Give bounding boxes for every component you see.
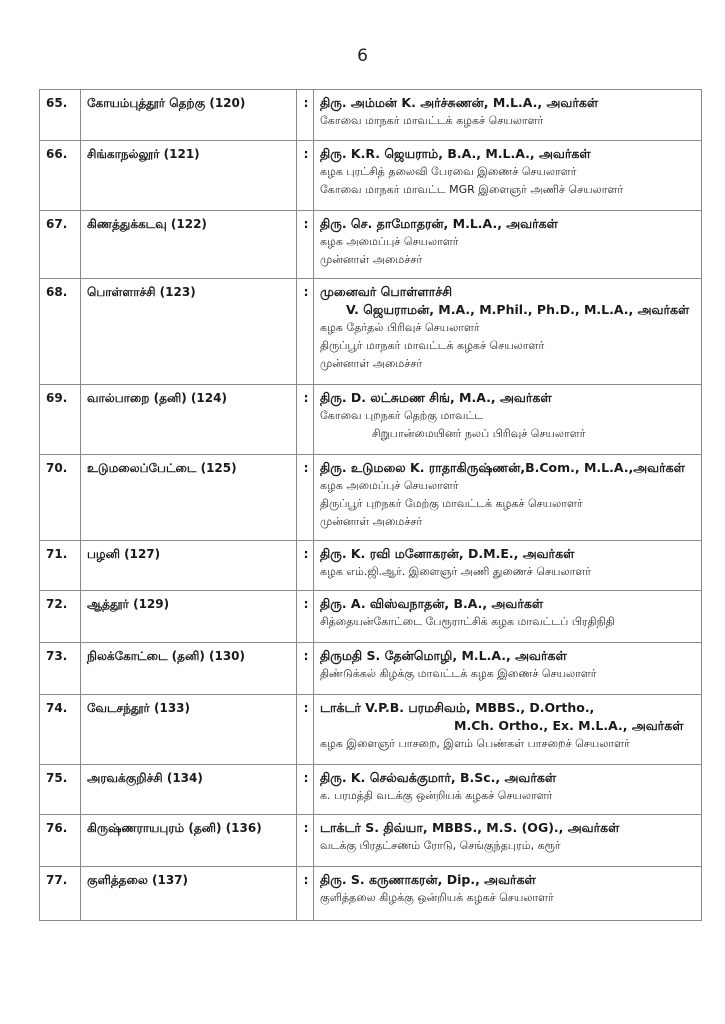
- table-row: [40, 591, 702, 643]
- constituency-name: அரவக்குறிச்சி (134): [81, 765, 297, 815]
- separator-colon: :: [297, 867, 314, 921]
- table-row: [40, 541, 702, 591]
- candidate-name: திரு. உடுமலை K. ராதாகிருஷ்ணன்,B.Com., M.L.A.,அவர்கள்: [320, 460, 685, 475]
- candidate-cell: [314, 141, 702, 211]
- table-row: [40, 279, 702, 385]
- candidate-role: முன்னாள் அமைச்சர்: [320, 515, 423, 528]
- separator-colon: :: [297, 765, 314, 815]
- table-row: [40, 867, 702, 921]
- table-row: [40, 695, 702, 765]
- table-row: [40, 815, 702, 867]
- table-row: [40, 211, 702, 279]
- row-number: 74.: [40, 695, 81, 765]
- candidate-name: டாக்டர் S. திவ்யா, MBBS., M.S. (OG)., அவர்கள்: [320, 820, 620, 835]
- candidate-name: திருமதி S. தேன்மொழி, M.L.A., அவர்கள்: [320, 648, 567, 663]
- separator-colon: :: [297, 211, 314, 279]
- separator-colon: :: [297, 541, 314, 591]
- candidate-role: திருப்பூர் மாநகர் மாவட்டக் கழகச் செயலாளர்: [320, 339, 545, 352]
- table-row: [40, 90, 702, 141]
- row-number: 77.: [40, 867, 81, 921]
- candidate-name: டாக்டர் V.P.B. பரமசிவம், MBBS., D.Ortho.,: [320, 700, 595, 715]
- candidate-cell: [314, 90, 702, 141]
- table-row: [40, 141, 702, 211]
- table-row: [40, 455, 702, 541]
- separator-colon: :: [297, 455, 314, 541]
- candidate-cell: [314, 695, 702, 765]
- candidate-name: திரு. செ. தாமோதரன், M.L.A., அவர்கள்: [320, 216, 558, 231]
- row-number: 65.: [40, 90, 81, 141]
- row-number: 68.: [40, 279, 81, 385]
- candidate-cell: [314, 385, 702, 455]
- candidate-cell: [314, 867, 702, 921]
- table-row: [40, 385, 702, 455]
- constituency-name: கோயம்புத்தூர் தெற்கு (120): [81, 90, 297, 141]
- candidate-cell: [314, 211, 702, 279]
- candidate-role: திருப்பூர் புறநகர் மேற்கு மாவட்டக் கழகச் செயலாளர்: [320, 497, 583, 510]
- candidate-cell: [314, 643, 702, 695]
- candidate-name: திரு. K. ரவி மனோகரன், D.M.E., அவர்கள்: [320, 546, 575, 561]
- candidate-role: முன்னாள் அமைச்சர்: [320, 357, 423, 370]
- separator-colon: :: [297, 643, 314, 695]
- candidate-name: திரு. D. லட்சுமண சிங், M.A., அவர்கள்: [320, 390, 552, 405]
- candidate-role: கழக தேர்தல் பிரிவுச் செயலாளர்: [320, 321, 480, 334]
- constituency-name: வேடசந்தூர் (133): [81, 695, 297, 765]
- constituency-name: வால்பாறை (தனி) (124): [81, 385, 297, 455]
- constituency-name: கிருஷ்ணராயபுரம் (தனி) (136): [81, 815, 297, 867]
- row-number: 75.: [40, 765, 81, 815]
- constituency-name: கிணத்துக்கடவு (122): [81, 211, 297, 279]
- candidate-role: கோவை மாநகர் மாவட்ட MGR இளைஞர் அணிச் செயலாளர்: [320, 183, 624, 196]
- row-number: 73.: [40, 643, 81, 695]
- table-row: [40, 643, 702, 695]
- separator-colon: :: [297, 90, 314, 141]
- candidate-name: திரு. K. செல்வக்குமார், B.Sc., அவர்கள்: [320, 770, 557, 785]
- candidate-cell: [314, 455, 702, 541]
- candidate-role: கழக புரட்சித் தலைவி பேரவை இணைச் செயலாளர்: [320, 165, 577, 178]
- constituency-name: நிலக்கோட்டை (தனி) (130): [81, 643, 297, 695]
- candidate-cell: [314, 765, 702, 815]
- constituency-name: ஆத்தூர் (129): [81, 591, 297, 643]
- separator-colon: :: [297, 815, 314, 867]
- row-number: 66.: [40, 141, 81, 211]
- row-number: 67.: [40, 211, 81, 279]
- constituency-name: பழனி (127): [81, 541, 297, 591]
- row-number: 69.: [40, 385, 81, 455]
- candidate-role: குளித்தலை கிழக்கு ஒன்றியக் கழகச் செயலாளர்: [320, 891, 554, 904]
- candidate-cell: [314, 541, 702, 591]
- candidate-name-continued: V. ஜெயராமன், M.A., M.Phil., Ph.D., M.L.A., அவர்கள்: [346, 302, 690, 317]
- row-number: 72.: [40, 591, 81, 643]
- candidate-name: திரு. K.R. ஜெயராம், B.A., M.L.A., அவர்கள்: [320, 146, 591, 161]
- candidate-role: சிறுபான்மையினர் நலப் பிரிவுச் செயலாளர்: [372, 427, 586, 440]
- candidate-role: முன்னாள் அமைச்சர்: [320, 253, 423, 266]
- candidate-role: கழக அமைப்புச் செயலாளர்: [320, 235, 459, 248]
- candidate-role: கோவை மாநகர் மாவட்டக் கழகச் செயலாளர்: [320, 114, 544, 127]
- separator-colon: :: [297, 279, 314, 385]
- candidate-role: கழக எம்.ஜி.ஆர். இளைஞர் அணி துணைச் செயலாளர்: [320, 565, 592, 578]
- candidate-name-continued: M.Ch. Ortho., Ex. M.L.A., அவர்கள்: [454, 718, 684, 733]
- candidate-role: வடக்கு பிரதட்சணம் ரோடு, செங்குந்தபுரம், கரூர்: [320, 839, 561, 852]
- constituency-name: குளித்தலை (137): [81, 867, 297, 921]
- candidate-name: முனைவர் பொள்ளாச்சி: [320, 284, 453, 299]
- constituency-name: பொள்ளாச்சி (123): [81, 279, 297, 385]
- constituency-name: சிங்காநல்லூர் (121): [81, 141, 297, 211]
- constituency-name: உடுமலைப்பேட்டை (125): [81, 455, 297, 541]
- candidate-name: திரு. S. கருணாகரன், Dip., அவர்கள்: [320, 872, 536, 887]
- page-number: 6: [357, 46, 368, 66]
- separator-colon: :: [297, 695, 314, 765]
- candidate-name: திரு. A. விஸ்வநாதன், B.A., அவர்கள்: [320, 596, 544, 611]
- candidate-role: சித்தையன்கோட்டை பேரூராட்சிக் கழக மாவட்டப் பிரதிநிதி: [320, 615, 615, 628]
- table-row: [40, 765, 702, 815]
- candidate-name: திரு. அம்மன் K. அர்ச்சுணன், M.L.A., அவர்கள்: [320, 95, 599, 110]
- row-number: 70.: [40, 455, 81, 541]
- candidate-cell: [314, 815, 702, 867]
- candidate-role: கழக அமைப்புச் செயலாளர்: [320, 479, 459, 492]
- separator-colon: :: [297, 141, 314, 211]
- candidate-table: [39, 89, 702, 921]
- separator-colon: :: [297, 591, 314, 643]
- separator-colon: :: [297, 385, 314, 455]
- candidate-role: கோவை புறநகர் தெற்கு மாவட்ட: [320, 409, 484, 422]
- candidate-cell: [314, 279, 702, 385]
- candidate-role: க. பரமத்தி வடக்கு ஒன்றியக் கழகச் செயலாளர்: [320, 789, 553, 802]
- row-number: 76.: [40, 815, 81, 867]
- candidate-role: கழக இளைஞர் பாசறை, இளம் பெண்கள் பாசறைச் செயலாளர்: [320, 737, 630, 750]
- candidate-cell: [314, 591, 702, 643]
- candidate-role: திண்டுக்கல் கிழக்கு மாவட்டக் கழக இணைச் செயலாளர்: [320, 667, 597, 680]
- row-number: 71.: [40, 541, 81, 591]
